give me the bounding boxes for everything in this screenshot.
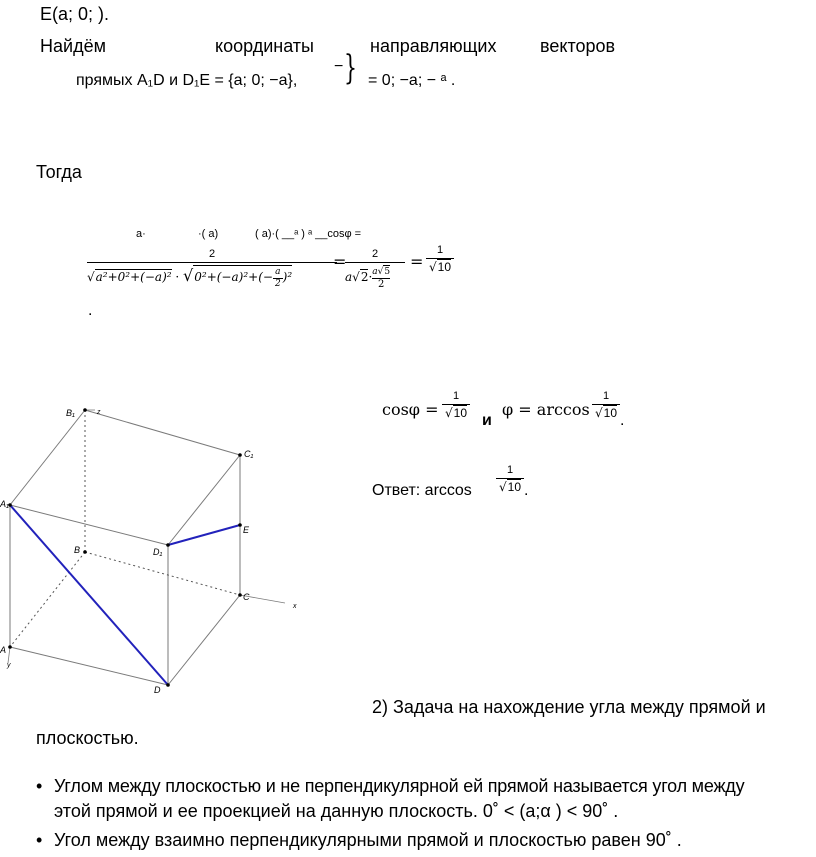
third-fraction <box>426 244 454 274</box>
bullet-2-line1: Угол между взаимно перпендикулярными прямой и плоскостью равен 90˚ . <box>54 830 682 850</box>
vertex-labels <box>0 408 297 695</box>
main-fraction <box>87 248 337 289</box>
result-and: и <box>482 412 492 429</box>
second-den-dot: · <box>368 270 373 284</box>
answer-fraction <box>496 464 524 494</box>
find-word-3: направляющих <box>370 36 497 56</box>
label-z: z <box>97 409 101 416</box>
label-c1: C₁ <box>244 449 254 459</box>
bullet-1-dot: • <box>36 776 43 796</box>
label-y: y <box>7 662 11 669</box>
formula-top-a: a· <box>136 228 146 240</box>
brace-minus: − <box>334 58 344 75</box>
find-word-4: векторов <box>540 36 616 56</box>
hidden-edges <box>10 410 240 647</box>
task2-line2: плоскостью. <box>36 728 139 748</box>
second-den-a2: a <box>372 267 378 277</box>
label-x: x <box>293 603 297 610</box>
brace-symbol: } <box>344 48 357 88</box>
formula-period: . <box>88 302 93 319</box>
bullet-1-line2: этой прямой и ее проекцией на данную плоскость. 0˚ < (a;α ) < 90˚ . <box>54 801 619 821</box>
result-num: 1 <box>452 390 460 402</box>
result-den-10: 10 <box>453 406 467 420</box>
formula-top-mid: ·( a) <box>198 228 219 240</box>
third-denominator: √10 <box>426 258 454 274</box>
answer-end: . <box>524 482 529 499</box>
result-fraction <box>442 390 470 420</box>
label-d: D <box>154 685 161 695</box>
main-denominator: √a²+0²+(−a)² · √0²+(−a)²+(− $\frac{a}{2}$ )² <box>87 262 337 289</box>
answer-label: Ответ: arccos <box>372 482 472 499</box>
label-a1: A₁ <box>0 499 9 509</box>
result-fraction-2 <box>592 390 620 420</box>
equals-1: = <box>333 252 347 271</box>
answer-num: 1 <box>506 464 514 476</box>
result-end: . <box>620 412 625 429</box>
find-word-1: Найдём <box>40 36 106 56</box>
find-word-2: координаты <box>215 36 314 56</box>
den-frac-2: 2 <box>274 279 281 289</box>
second-numerator: 2 <box>371 248 379 260</box>
second-den-sqrt2: 2 <box>360 270 369 284</box>
cube-diagram <box>0 395 310 700</box>
then-label: Тогда <box>36 162 82 182</box>
second-denominator: a√2· $\frac{a√5}{2}$ <box>345 262 405 290</box>
coordinates-e: E(a; 0; ). <box>40 4 110 24</box>
label-c: C <box>243 592 250 602</box>
result-den: √10 <box>442 404 470 420</box>
den-sqrt-2-text: 0²+(−a)²+(− <box>194 270 273 284</box>
label-a: A <box>0 645 7 655</box>
formula-top-right-part <box>255 228 361 240</box>
third-den-10: 10 <box>437 260 451 274</box>
cube-edges <box>10 410 240 685</box>
vertex-dots <box>8 408 242 687</box>
den-dot: · <box>175 270 180 284</box>
axes <box>8 410 285 663</box>
label-b: B <box>74 545 81 555</box>
label-e: E <box>243 525 250 535</box>
third-numerator: 1 <box>436 244 444 256</box>
vector-a1d: прямых A₁D и D₁E = {a; 0; −a}, <box>76 72 298 89</box>
den-sqrt-2 <box>193 265 292 289</box>
bullet-2-dot: • <box>36 830 43 850</box>
formula-top-right: ( a)·( __ᵃ ) ᵃ __cosφ = <box>255 228 362 240</box>
answer-den-10: 10 <box>507 480 521 494</box>
result-num-2: 1 <box>602 390 610 402</box>
second-den-a: a <box>345 270 353 284</box>
equals-2: = <box>410 252 424 271</box>
den-frac-a: a <box>275 267 281 277</box>
main-numerator: 2 <box>208 248 216 260</box>
vector-d1e: = 0; −a; − ᵃ . <box>368 72 456 89</box>
bullet-1-line1: Углом между плоскостью и не перпендикулярной ей прямой называется угол между <box>54 776 745 796</box>
second-fraction <box>345 248 405 290</box>
answer-den: √10 <box>496 478 524 494</box>
den-sqrt-1: a²+0²+(−a)² <box>95 270 172 284</box>
result-den-10-2: 10 <box>603 406 617 420</box>
result-den-2: √10 <box>592 404 620 420</box>
second-den-2: 2 <box>372 278 390 290</box>
result-phi: φ = arccos <box>502 400 590 419</box>
result-cos: cosφ = <box>382 400 439 419</box>
task2-line1: 2) Задача на нахождение угла между прямой и <box>372 697 766 717</box>
label-d1: D₁ <box>153 547 163 557</box>
label-b1: B₁ <box>66 408 75 418</box>
den-tail: )² <box>282 270 293 284</box>
highlight-lines <box>10 505 240 685</box>
second-den-sqrt5: 5 <box>384 267 391 277</box>
